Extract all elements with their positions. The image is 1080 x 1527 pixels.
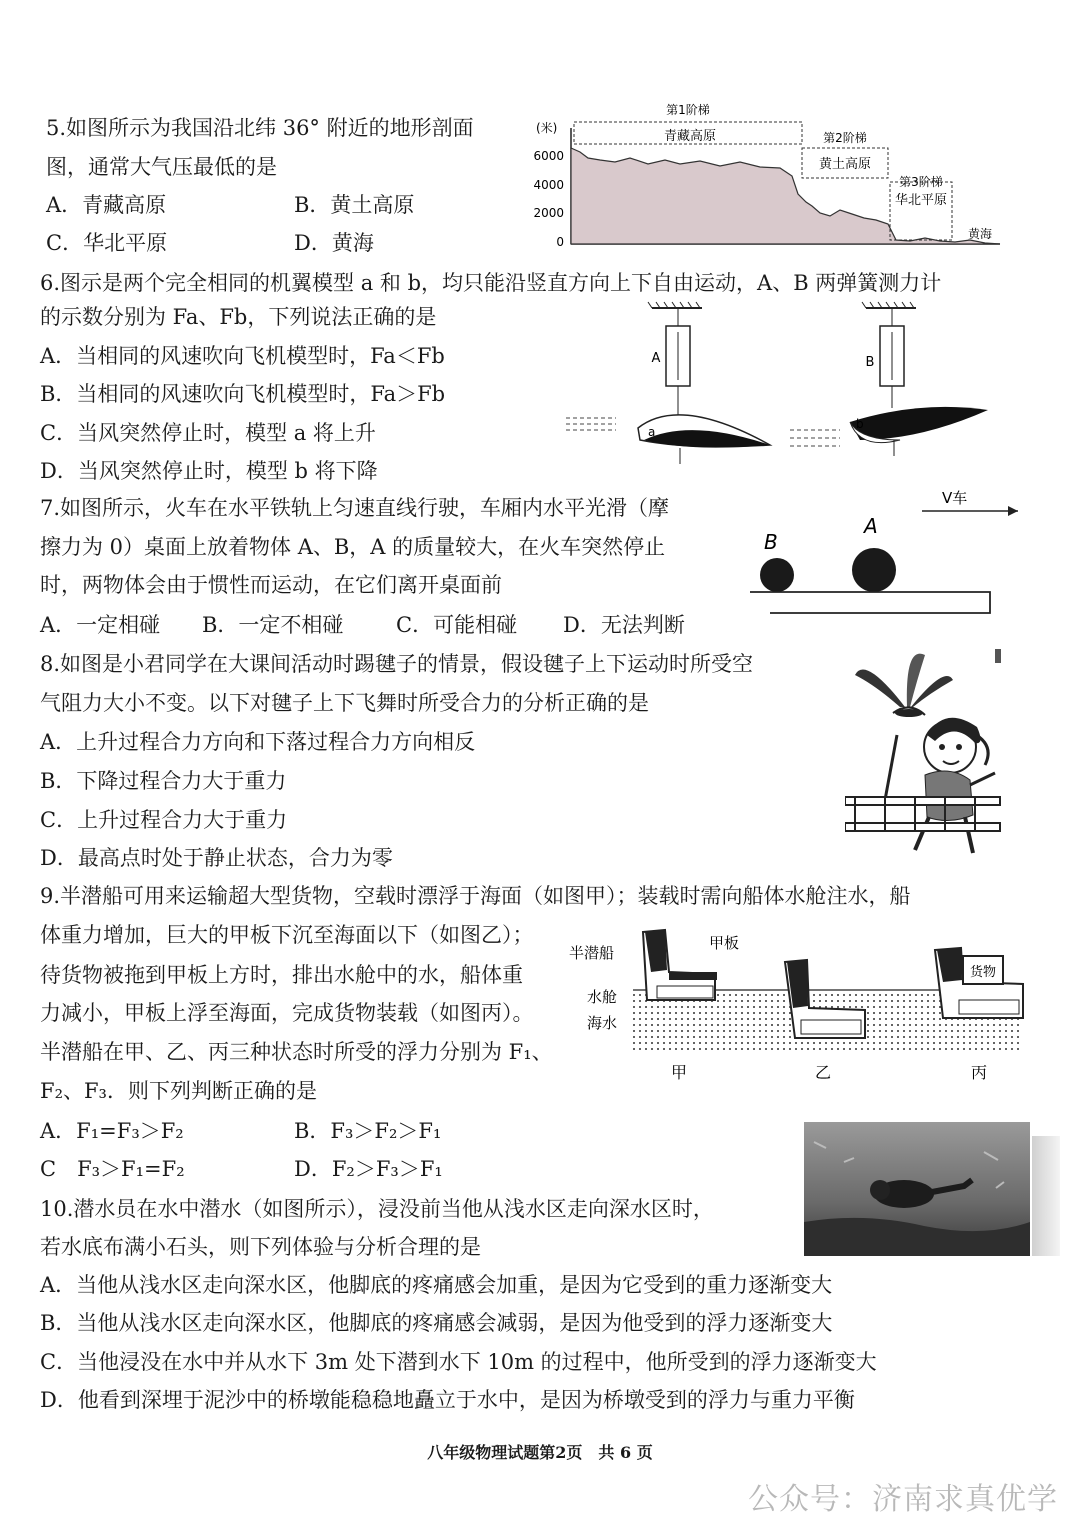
q6-option-a: A．当相同的风速吹向飞机模型时，Fa＜Fb <box>40 344 445 368</box>
deck-label: 甲板 <box>709 934 740 952</box>
step2-region: 黄土高原 <box>818 157 872 172</box>
y-tick-4000: 4000 <box>533 178 564 192</box>
q10-stem-line-1: 10.潜水员在水中潜水（如图所示），浸没前当他从浅水区走向深水区时， <box>40 1197 714 1221</box>
q9-option-b: B．F₃＞F₂＞F₁ <box>294 1119 442 1143</box>
step1-label: 第1阶梯 <box>666 103 710 117</box>
step2-label: 第2阶梯 <box>823 131 867 145</box>
q8-stem-line-2: 气阻力大小不变。以下对毽子上下飞舞时所受合力的分析正确的是 <box>40 691 649 715</box>
student-icon <box>885 718 995 853</box>
model-b-label: b <box>856 417 864 431</box>
velocity-label: V车 <box>942 489 968 507</box>
semi-submersible-figure <box>565 920 1035 1090</box>
altitude-unit: (米) <box>536 121 558 135</box>
q6-option-b: B．当相同的风速吹向飞机模型时，Fa＞Fb <box>40 382 446 406</box>
q9-option-d: D．F₂＞F₃＞F₁ <box>294 1157 443 1181</box>
meter-a-label: A <box>651 351 661 366</box>
shuttlecock-icon <box>855 654 953 717</box>
bench-icon <box>845 797 1000 831</box>
q5-option-c: C．华北平原 <box>46 231 168 255</box>
step3-region: 华北平原 <box>894 193 948 208</box>
q10-option-d: D．他看到深埋于泥沙中的桥墩能稳稳地矗立于水中，是因为桥墩受到的浮力与重力平衡 <box>40 1388 855 1412</box>
ship-state-3 <box>935 948 1023 1018</box>
ball-b-label: B <box>764 530 778 554</box>
q5-stem-line-2: 图，通常大气压最低的是 <box>46 155 277 179</box>
q7-option-b: B．一定不相碰 <box>202 613 344 637</box>
q10-option-a: A．当他从浅水区走向深水区，他脚底的疼痛感会加重，是因为它受到的重力逐渐变大 <box>40 1273 833 1297</box>
q5-stem-line-1: 5.如图所示为我国沿北纬 36° 附近的地形剖面 <box>46 116 474 140</box>
caption-state-2: 乙 <box>814 1063 832 1082</box>
table-surface <box>750 592 990 613</box>
ball-a <box>852 548 896 592</box>
q8-option-a: A．上升过程合力方向和下落过程合力方向相反 <box>40 730 476 754</box>
ball-b <box>760 558 794 592</box>
q6-stem-line-2: 的示数分别为 Fa、Fb，下列说法正确的是 <box>40 305 437 329</box>
q10-option-b: B．当他从浅水区走向深水区，他脚底的疼痛感会减弱，是因为他受到的浮力逐渐变大 <box>40 1311 833 1335</box>
q9-stem-line-4: 力减小，甲板上浮至海面，完成货物装载（如图丙）。 <box>40 1001 534 1025</box>
caption-state-1: 甲 <box>670 1063 688 1082</box>
ship-label: 半潜船 <box>569 944 615 962</box>
q5-option-b: B．黄土高原 <box>294 193 415 217</box>
photo-shadow <box>1032 1136 1060 1256</box>
model-a-label: a <box>648 425 656 439</box>
y-tick-6000: 6000 <box>533 149 564 163</box>
sea-label: 海水 <box>587 1014 618 1032</box>
diver-photo <box>804 1122 1030 1256</box>
q10-option-c: C．当他浸没在水中并从水下 3m 处下潜到水下 10m 的过程中，他所受到的浮力逐渐变大 <box>40 1350 877 1374</box>
step1-region: 青藏高原 <box>663 129 717 144</box>
q8-option-d: D．最高点时处于静止状态，合力为零 <box>40 846 393 870</box>
q7-stem-line-1: 7.如图所示，火车在水平铁轨上匀速直线行驶，车厢内水平光滑（摩 <box>40 496 670 520</box>
q7-stem-line-2: 擦力为 0）桌面上放着物体 A、B，A 的质量较大，在火车突然停止 <box>40 535 666 559</box>
q9-stem-line-5: 半潜船在甲、乙、丙三种状态时所受的浮力分别为 F₁、 <box>40 1040 553 1064</box>
q5-option-a: A．青藏高原 <box>46 193 167 217</box>
q8-option-c: C．上升过程合力大于重力 <box>40 808 288 832</box>
q5-option-d: D．黄海 <box>294 231 374 255</box>
wind-arrows-a <box>566 418 616 430</box>
q9-stem-line-3: 待货物被拖到甲板上方时，排出水舱中的水，船体重 <box>40 963 523 987</box>
q6-option-d: D．当风突然停止时，模型 b 将下降 <box>40 459 378 483</box>
q7-option-c: C．可能相碰 <box>396 613 518 637</box>
q7-option-a: A．一定相碰 <box>40 613 161 637</box>
q8-stem-line-1: 8.如图是小君同学在大课间活动时踢毽子的情景，假设毽子上下运动时所受空 <box>40 652 754 676</box>
wing-model-b <box>850 407 988 440</box>
q9-stem-line-1: 9.半潜船可用来运输超大型货物，空载时漂浮于海面（如图甲）；装载时需向船体水舱注水，船 <box>40 884 911 908</box>
q7-stem-line-3: 时，两物体会由于惯性而运动，在它们离开桌面前 <box>40 573 502 597</box>
q7-option-d: D．无法判断 <box>563 613 685 637</box>
y-tick-0: 0 <box>556 235 564 249</box>
wind-arrows-b <box>790 430 840 446</box>
train-table-figure <box>750 485 1030 625</box>
wing-models-figure <box>560 300 1000 470</box>
cargo-label: 货物 <box>969 965 997 980</box>
meter-b-label: B <box>865 355 875 370</box>
watermark: 公众号：济南求真优学 <box>748 1482 1058 1517</box>
q9-option-c: C F₃＞F₁=F₂ <box>40 1157 185 1181</box>
step3-label: 第3阶梯 <box>899 175 943 189</box>
ship-state-1 <box>643 930 717 1000</box>
sea-label: 黄海 <box>967 227 993 241</box>
shuttlecock-kicking-figure <box>845 635 1035 860</box>
q8-option-b: B．下降过程合力大于重力 <box>40 769 287 793</box>
q6-option-c: C．当风突然停止时，模型 a 将上升 <box>40 421 376 445</box>
caption-state-3: 丙 <box>970 1063 988 1082</box>
y-tick-2000: 2000 <box>533 206 564 220</box>
q10-stem-line-2: 若水底布满小石头，则下列体验与分析合理的是 <box>40 1235 481 1259</box>
q9-stem-line-6: F₂、F₃．则下列判断正确的是 <box>40 1079 317 1103</box>
step3-box <box>890 182 952 240</box>
q9-option-a: A．F₁=F₃＞F₂ <box>40 1119 184 1143</box>
tank-label: 水舱 <box>587 988 618 1006</box>
page-footer: 八年级物理试题第2页 共 6 页 <box>427 1443 653 1462</box>
q6-stem-line-1: 6.图示是两个完全相同的机翼模型 a 和 b，均只能沿竖直方向上下自由运动，A、B 两弹簧测力计 <box>40 271 942 295</box>
terrain-profile-figure <box>530 98 1010 258</box>
q9-stem-line-2: 体重力增加，巨大的甲板下沉至海面以下（如图乙）； <box>40 923 534 947</box>
ball-a-label: A <box>864 514 878 538</box>
